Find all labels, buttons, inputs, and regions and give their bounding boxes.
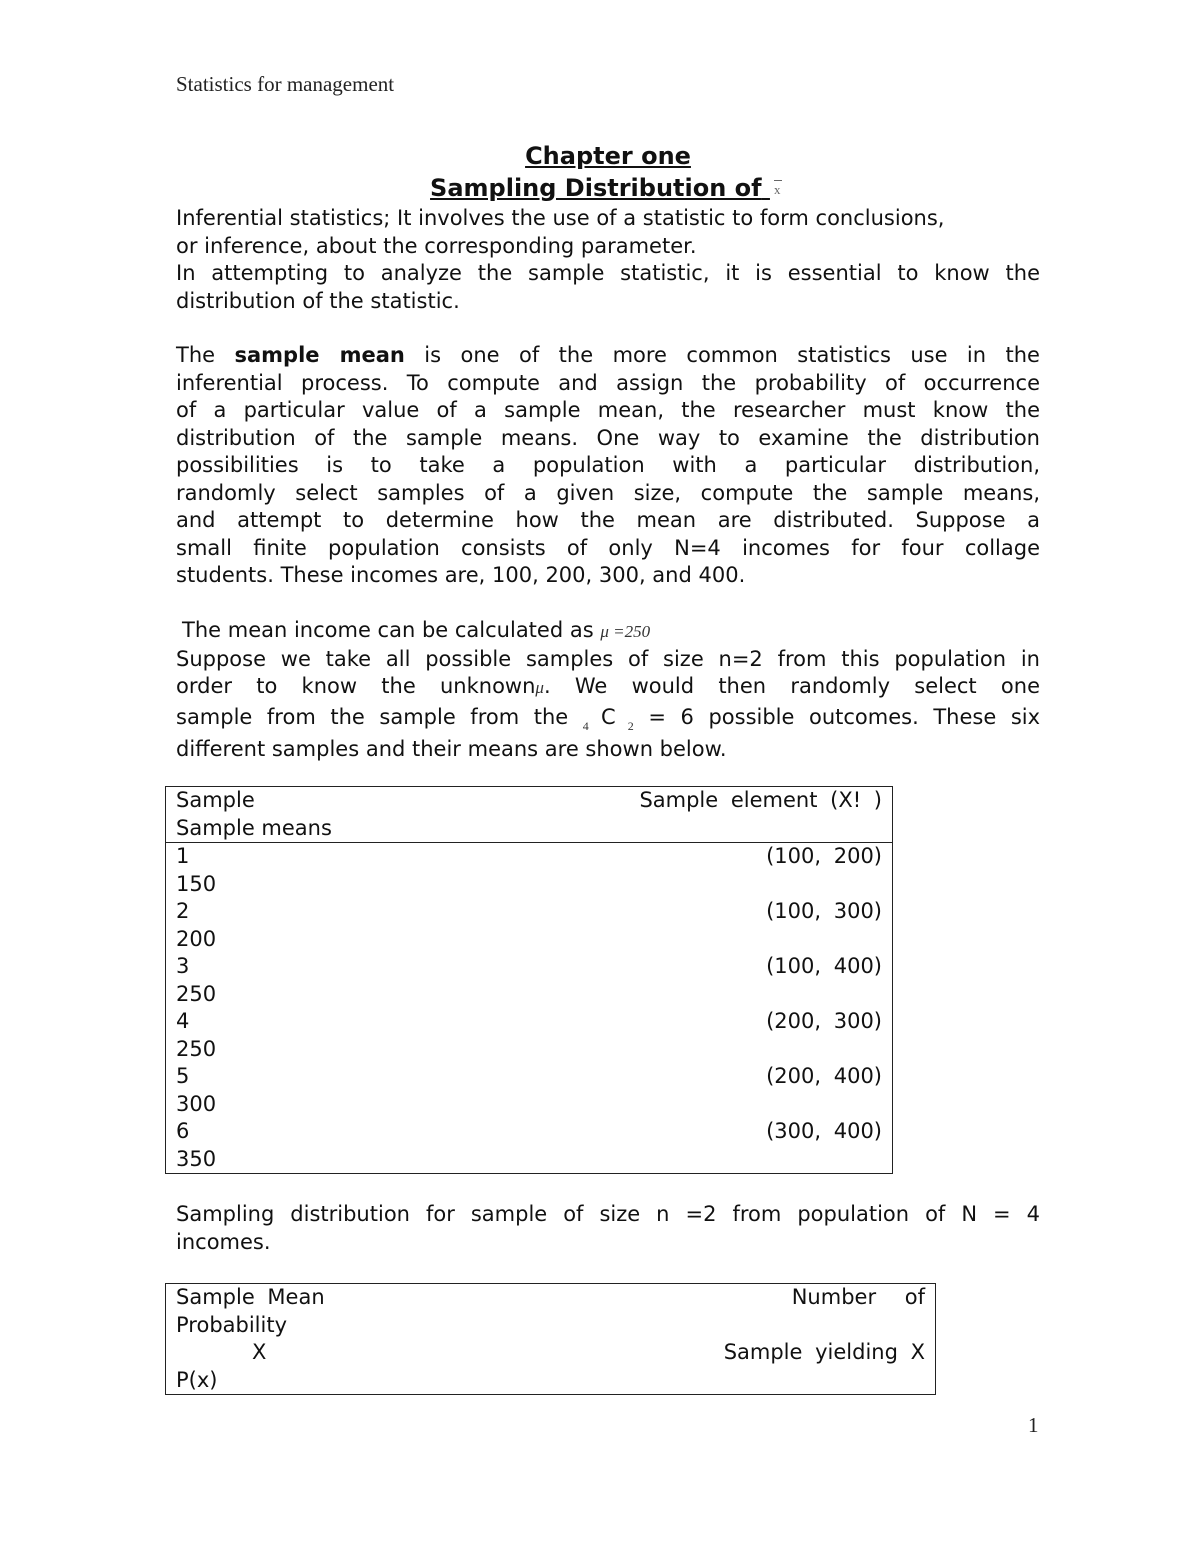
page-number: 1: [1028, 1413, 1039, 1437]
intro-line: or inference, about the corresponding parameter.: [176, 233, 697, 258]
paragraph-text: The mean income can be calculated as: [182, 618, 594, 642]
row-elements: (200, 300): [766, 1009, 882, 1033]
table-cell: [166, 1063, 893, 1118]
sampling-distribution-table: [165, 1283, 936, 1395]
table-cell: [166, 898, 893, 953]
row-mean: 250: [176, 981, 217, 1006]
paragraph-line: of a particular value of a sample mean, the researcher must know the: [176, 398, 1040, 422]
intro-line: Inferential statistics; It involves the use of a statistic to form conclusions,: [176, 206, 945, 230]
samples-table: [165, 786, 893, 1174]
row-elements: (300, 400): [766, 1119, 882, 1143]
paragraph-lead: The: [176, 343, 216, 367]
chapter-title: Chapter one: [525, 142, 691, 170]
row-sample: 1: [176, 844, 190, 868]
header-means: Sample means: [176, 815, 332, 840]
table-row: [166, 1063, 893, 1118]
paragraph-line: [176, 617, 1040, 646]
paragraph-text: . We would then randomly select one: [543, 674, 1040, 698]
header-px: P(x): [176, 1367, 218, 1392]
paragraph-line: possibilities is to take a population with a particular distribution,: [176, 453, 1040, 477]
row-mean: 200: [176, 926, 217, 951]
combination-symbol: [582, 704, 634, 733]
row-sample: 5: [176, 1064, 190, 1088]
distribution-caption: [176, 1201, 1040, 1256]
row-elements: (100, 400): [766, 954, 882, 978]
paragraph-line: distribution of the sample means. One way to examine the distribution: [176, 425, 1040, 450]
table-row: [166, 1118, 893, 1174]
comb-r: 2: [627, 718, 634, 733]
paragraph-line: [176, 673, 1040, 702]
header-x: X: [252, 1340, 267, 1364]
section-title-text: Sampling Distribution of: [430, 174, 762, 202]
paragraph-line: small finite population consists of only N=4 incomes for four collage: [176, 535, 1040, 560]
header-probability: Probability: [176, 1312, 288, 1337]
row-elements: (100, 300): [766, 899, 882, 923]
paragraph-text: sample from the sample from the: [176, 704, 569, 729]
x-bar-symbol: x: [770, 178, 786, 200]
comb-c: C: [600, 704, 616, 729]
table-cell: [166, 1118, 893, 1174]
table-row: [166, 898, 893, 953]
paragraph-line: [176, 342, 1040, 370]
table-header-cell: [166, 787, 893, 843]
paragraph-line: students. These incomes are, 100, 200, 300, and 400.: [176, 563, 746, 587]
caption-line: incomes.: [176, 1229, 271, 1254]
paragraph-line: randomly select samples of a given size, compute the sample means,: [176, 480, 1040, 505]
header-line: [176, 1284, 925, 1312]
table-row: [166, 1008, 893, 1063]
mu-symbol: μ: [535, 678, 544, 697]
paragraph-line: [176, 702, 1040, 736]
row-elements: (200, 400): [766, 1064, 882, 1088]
table-header-row: [166, 1284, 936, 1395]
paragraph-text: is one of the more common statistics use in the: [424, 343, 1040, 367]
header-sample-mean: Sample Mean: [176, 1285, 325, 1309]
table-header-row: [166, 787, 893, 843]
paragraph-line: Suppose we take all possible samples of size n=2 from this population in: [176, 646, 1040, 671]
running-header: Statistics for management: [176, 72, 395, 96]
row-mean: 300: [176, 1091, 217, 1116]
row-mean: 250: [176, 1036, 217, 1061]
intro-line: In attempting to analyze the sample statistic, it is essential to know the: [176, 261, 1040, 285]
mean-income-paragraph: [176, 617, 1040, 763]
sample-mean-paragraph: [176, 342, 1040, 590]
header-sample-yielding: Sample yielding X: [723, 1340, 925, 1364]
paragraph-text: = 6 possible outcomes. These six: [648, 704, 1041, 729]
paragraph-line: inferential process. To compute and assign the probability of occurrence: [176, 370, 1040, 395]
comb-n: 4: [582, 718, 589, 733]
sample-mean-term: sample mean: [234, 343, 405, 367]
row-sample: 4: [176, 1009, 190, 1033]
paragraph-line: and attempt to determine how the mean are distributed. Suppose a: [176, 508, 1040, 532]
table-cell: [166, 953, 893, 1008]
paragraph-text: order to know the unknown: [176, 674, 536, 698]
intro-paragraph: [176, 205, 1040, 315]
table-cell: [166, 1008, 893, 1063]
table-header-cell: [166, 1284, 936, 1395]
row-sample: 3: [176, 954, 190, 978]
header-number-of: Number of: [791, 1285, 925, 1309]
section-title: [176, 174, 1040, 202]
paragraph-line: different samples and their means are shown below.: [176, 736, 727, 761]
row-mean: 150: [176, 871, 217, 896]
table-cell: [166, 843, 893, 899]
intro-line: distribution of the statistic.: [176, 288, 460, 313]
row-elements: (100, 200): [766, 844, 882, 868]
row-mean: 350: [176, 1146, 217, 1171]
header-line: [176, 787, 882, 815]
header-sample: Sample: [176, 788, 255, 812]
header-elements: Sample element (X! ): [639, 788, 882, 812]
caption-line: Sampling distribution for sample of size n =2 from population of N = 4: [176, 1202, 1040, 1226]
mu-equation: μ =250: [600, 622, 651, 641]
header-line: [176, 1339, 925, 1367]
table-row: [166, 843, 893, 899]
table-row: [166, 953, 893, 1008]
row-sample: 2: [176, 899, 190, 923]
row-sample: 6: [176, 1119, 190, 1143]
